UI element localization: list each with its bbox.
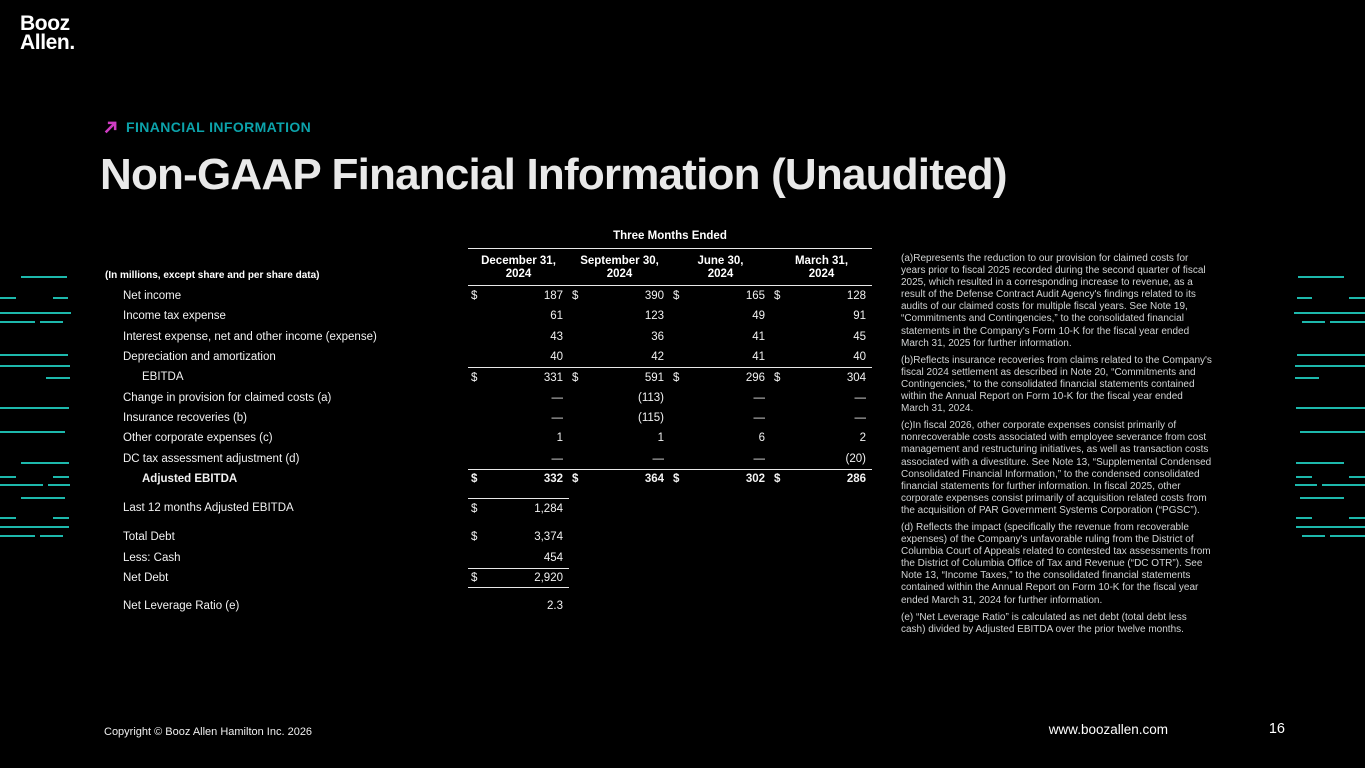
footnote: (b)Reflects insurance recoveries from claims related to the Company's fiscal 2024 settlement as described in Note 20, “Commitments and Contingencies,” to the consolidated financial statements contained within the Annual Report on Form 10-K for the fiscal year ended March 31, 2024. — [901, 354, 1212, 415]
value-cell: — — [854, 411, 866, 424]
logo-line1: Booz — [20, 12, 70, 35]
value-cell — [771, 596, 872, 616]
value-cell: 43 — [550, 330, 563, 343]
value-cell: — — [753, 411, 765, 424]
footnote: (c)In fiscal 2026, other corporate expenses consist primarily of nonrecoverable costs associated with employee severance from cost management and restructuring initiatives, as well as transaction costs associated with a divestiture. See Note 13, “Supplemental Condensed Consolidated Financial Information,” to the condensed consolidated financial statements for further information. In fiscal 2025, other corporate expenses consist primarily of acquisition related costs from the acquisition of PAR Government Systems Corporation (“PGSC”). — [901, 420, 1212, 516]
section-label: FINANCIAL INFORMATION — [126, 119, 312, 135]
value-cell: 49 — [752, 310, 765, 323]
table-row — [105, 306, 873, 326]
value-cell — [670, 527, 771, 547]
logo-line2: Allen. — [20, 31, 75, 55]
value-cell — [771, 568, 872, 588]
table-row — [105, 387, 873, 407]
row-label: EBITDA — [142, 371, 184, 384]
value-cell: (115) — [638, 411, 664, 424]
value-cell — [670, 548, 771, 568]
row-label: Change in provision for claimed costs (a) — [123, 391, 332, 404]
table-row — [105, 527, 873, 547]
value-cell: 454 — [543, 551, 563, 564]
value-cell: $ 390 — [572, 290, 664, 303]
value-cell — [569, 568, 670, 588]
column-header: June 30, 2024 — [697, 254, 744, 280]
table-row — [105, 469, 873, 489]
table-row — [105, 428, 873, 448]
value-cell: $ 187 — [471, 290, 563, 303]
value-cell — [569, 498, 670, 518]
value-cell: $ 3,374 — [471, 531, 563, 544]
value-cell: — — [753, 452, 765, 465]
row-label: Other corporate expenses (c) — [123, 432, 273, 445]
page-title: Non-GAAP Financial Information (Unaudited) — [100, 150, 1007, 199]
copyright: Copyright © Booz Allen Hamilton Inc. 2026 — [104, 726, 313, 738]
table-row — [105, 286, 873, 306]
value-cell: 61 — [550, 310, 563, 323]
value-cell: 1 — [556, 432, 563, 445]
value-cell: $ 302 — [673, 473, 765, 486]
value-cell: 2 — [859, 432, 866, 445]
table-row — [105, 347, 873, 367]
value-cell: 91 — [853, 310, 866, 323]
value-cell: 41 — [752, 330, 765, 343]
row-label: DC tax assessment adjustment (d) — [123, 452, 300, 465]
value-cell — [569, 527, 670, 547]
value-cell: $ 332 — [471, 473, 563, 486]
row-label: Insurance recoveries (b) — [123, 411, 247, 424]
row-label: Depreciation and amortization — [123, 351, 276, 364]
row-label: Net income — [123, 290, 182, 303]
footnote: (d) Reflects the impact (specifically the revenue from recoverable expenses) of the Company's unfavorable ruling from the District of Columbia Court of Appeals related to contested tax assessments from the District of Columbia Office of Tax and Revenue (“DC OTR”). See Note 13, “Income Taxes,” to the consolidated financial statements contained within the Annual Report on Form 10-K for the fiscal year ended March 31, 2024 for further information. — [901, 521, 1211, 606]
value-cell: $ 165 — [673, 290, 765, 303]
table-header-row — [105, 249, 873, 286]
row-label: Adjusted EBITDA — [142, 472, 238, 485]
website-link[interactable]: www.boozallen.com — [1048, 722, 1168, 737]
section-eyebrow — [103, 119, 311, 135]
table-units-note: (In millions, except share and per share data) — [105, 270, 320, 281]
value-cell: 123 — [644, 310, 664, 323]
value-cell: — — [551, 391, 563, 404]
column-header: September 30, 2024 — [580, 254, 659, 280]
value-cell: 36 — [651, 330, 664, 343]
footnotes — [901, 253, 1213, 641]
value-cell — [569, 596, 670, 616]
table-span-header-row — [105, 230, 873, 249]
column-header: December 31, 2024 — [481, 254, 556, 280]
row-label: Less: Cash — [123, 551, 181, 564]
value-cell: 6 — [758, 432, 765, 445]
value-cell: (113) — [638, 391, 664, 404]
table-column-headers — [468, 249, 872, 286]
value-cell: $ 296 — [673, 371, 765, 384]
value-cell: 40 — [550, 351, 563, 364]
footnote: (a)Represents the reduction to our provision for claimed costs for years prior to fiscal 2025 recorded during the second quarter of fiscal 2025, which resulted in a corresponding increase to revenue, as a result of the Defense Contract Audit Agency's findings related to its audits of our claimed costs for multiple fiscal years. See Note 19, “Commitments and Contingencies,” to the consolidated financial statements in the Company's Form 10-K for the fiscal year ended March 31, 2025 for further information. — [901, 253, 1206, 349]
value-cell: 42 — [651, 351, 664, 364]
value-cell: 2.3 — [547, 600, 563, 613]
table-row — [105, 548, 873, 568]
value-cell: 41 — [752, 351, 765, 364]
value-cell: — — [652, 452, 664, 465]
financial-table — [105, 230, 873, 616]
arrow-up-right-icon — [103, 120, 118, 135]
value-cell — [670, 596, 771, 616]
value-cell — [670, 498, 771, 518]
value-cell: 40 — [853, 351, 866, 364]
value-cell: $ 1,284 — [468, 498, 569, 518]
column-header: March 31, 2024 — [794, 254, 849, 280]
page-number: 16 — [1268, 721, 1285, 737]
table-span-header: Three Months Ended — [468, 230, 872, 249]
row-label: Total Debt — [123, 531, 175, 544]
value-cell: $ 286 — [774, 473, 866, 486]
table-body — [105, 286, 873, 616]
table-row — [105, 408, 873, 428]
row-label: Interest expense, net and other income (expense) — [123, 330, 377, 343]
value-cell: — — [753, 391, 765, 404]
value-cell: — — [551, 411, 563, 424]
value-cell — [771, 527, 872, 547]
value-cell: — — [551, 452, 563, 465]
value-cell: (20) — [845, 452, 866, 465]
value-cell — [771, 548, 872, 568]
footnote: (e) “Net Leverage Ratio” is calculated as net debt (total debt less cash) divided by Adjusted EBITDA over the prior twelve months. — [901, 611, 1187, 635]
row-label: Last 12 months Adjusted EBITDA — [123, 502, 294, 515]
table-row — [105, 596, 873, 616]
value-cell: $ 304 — [774, 371, 866, 384]
row-label: Income tax expense — [123, 310, 226, 323]
table-row — [105, 498, 873, 518]
booz-allen-logo — [20, 14, 75, 53]
row-label: Net Debt — [123, 572, 169, 584]
table-row — [105, 448, 873, 468]
value-cell — [771, 498, 872, 518]
table-row — [105, 327, 873, 347]
row-label: Net Leverage Ratio (e) — [123, 600, 240, 613]
value-cell: 1 — [657, 432, 664, 445]
value-cell: $ 128 — [774, 290, 866, 303]
table-row — [105, 367, 873, 387]
value-cell: $ 2,920 — [468, 568, 569, 588]
table-row — [105, 568, 873, 588]
value-cell: — — [854, 391, 866, 404]
value-cell — [670, 568, 771, 588]
value-cell: 45 — [853, 330, 866, 343]
value-cell: $ 331 — [471, 371, 563, 384]
value-cell: $ 364 — [572, 473, 664, 486]
value-cell: $ 591 — [572, 371, 664, 384]
value-cell — [569, 548, 670, 568]
